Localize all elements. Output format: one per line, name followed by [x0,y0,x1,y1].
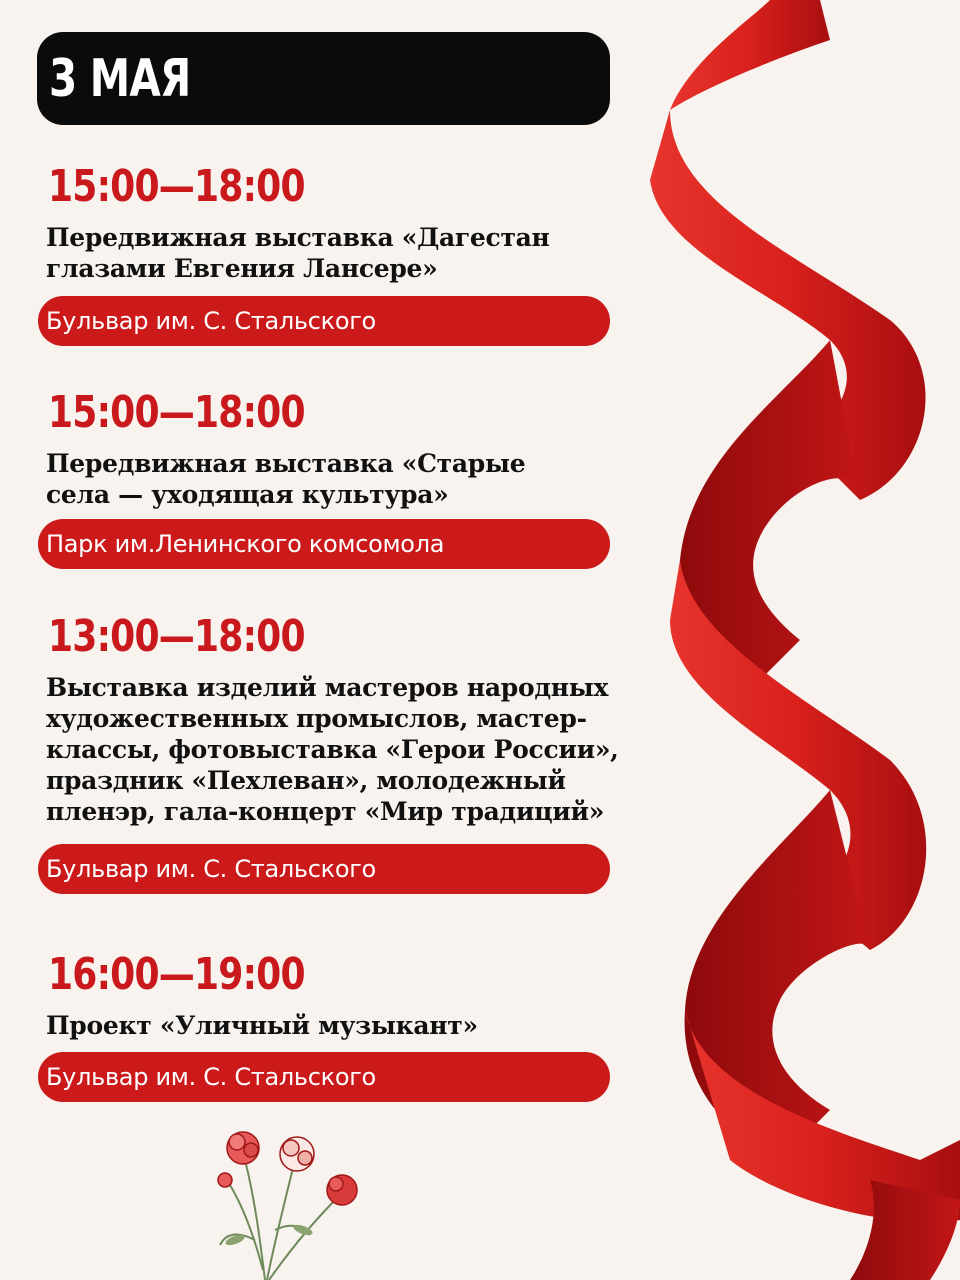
event-place: Бульвар им. С. Стальского [46,855,376,883]
event-title-line: глазами Евгения Лансере» [46,254,438,283]
carnation-flowers-icon [205,1120,365,1280]
date-banner [37,32,610,125]
event-place-badge [38,296,610,346]
event-title-line: Передвижная выставка «Старые [46,449,526,478]
event-title-line: пленэр, гала-концерт «Мир традиций» [46,797,605,826]
date-heading: 3 МАЯ [49,48,191,109]
event-title-line: Проект «Уличный музыкант» [46,1011,478,1040]
red-ribbon-decoration [630,0,960,1280]
event-title [46,222,636,284]
event-time: 15:00—18:00 [48,387,305,438]
event-place: Бульвар им. С. Стальского [46,1063,376,1091]
event-title-line: художественных промыслов, мастер- [46,704,587,733]
event-title [46,1010,636,1041]
event-title-line: Передвижная выставка «Дагестан [46,223,550,252]
event-time: 13:00—18:00 [48,611,305,662]
event-place: Бульвар им. С. Стальского [46,307,376,335]
event-title-line: классы, фотовыставка «Герои России», [46,735,619,764]
event-time: 15:00—18:00 [48,161,305,212]
event-place-badge [38,844,610,894]
event-title-line: праздник «Пехлеван», молодежный [46,766,566,795]
event-title [46,448,636,510]
event-place: Парк им.Ленинского комсомола [46,530,445,558]
event-title-line: Выставка изделий мастеров народных [46,673,609,702]
event-title [46,672,636,827]
event-time: 16:00—19:00 [48,949,305,1000]
event-place-badge [38,519,610,569]
event-title-line: села — уходящая культура» [46,480,449,509]
event-place-badge [38,1052,610,1102]
